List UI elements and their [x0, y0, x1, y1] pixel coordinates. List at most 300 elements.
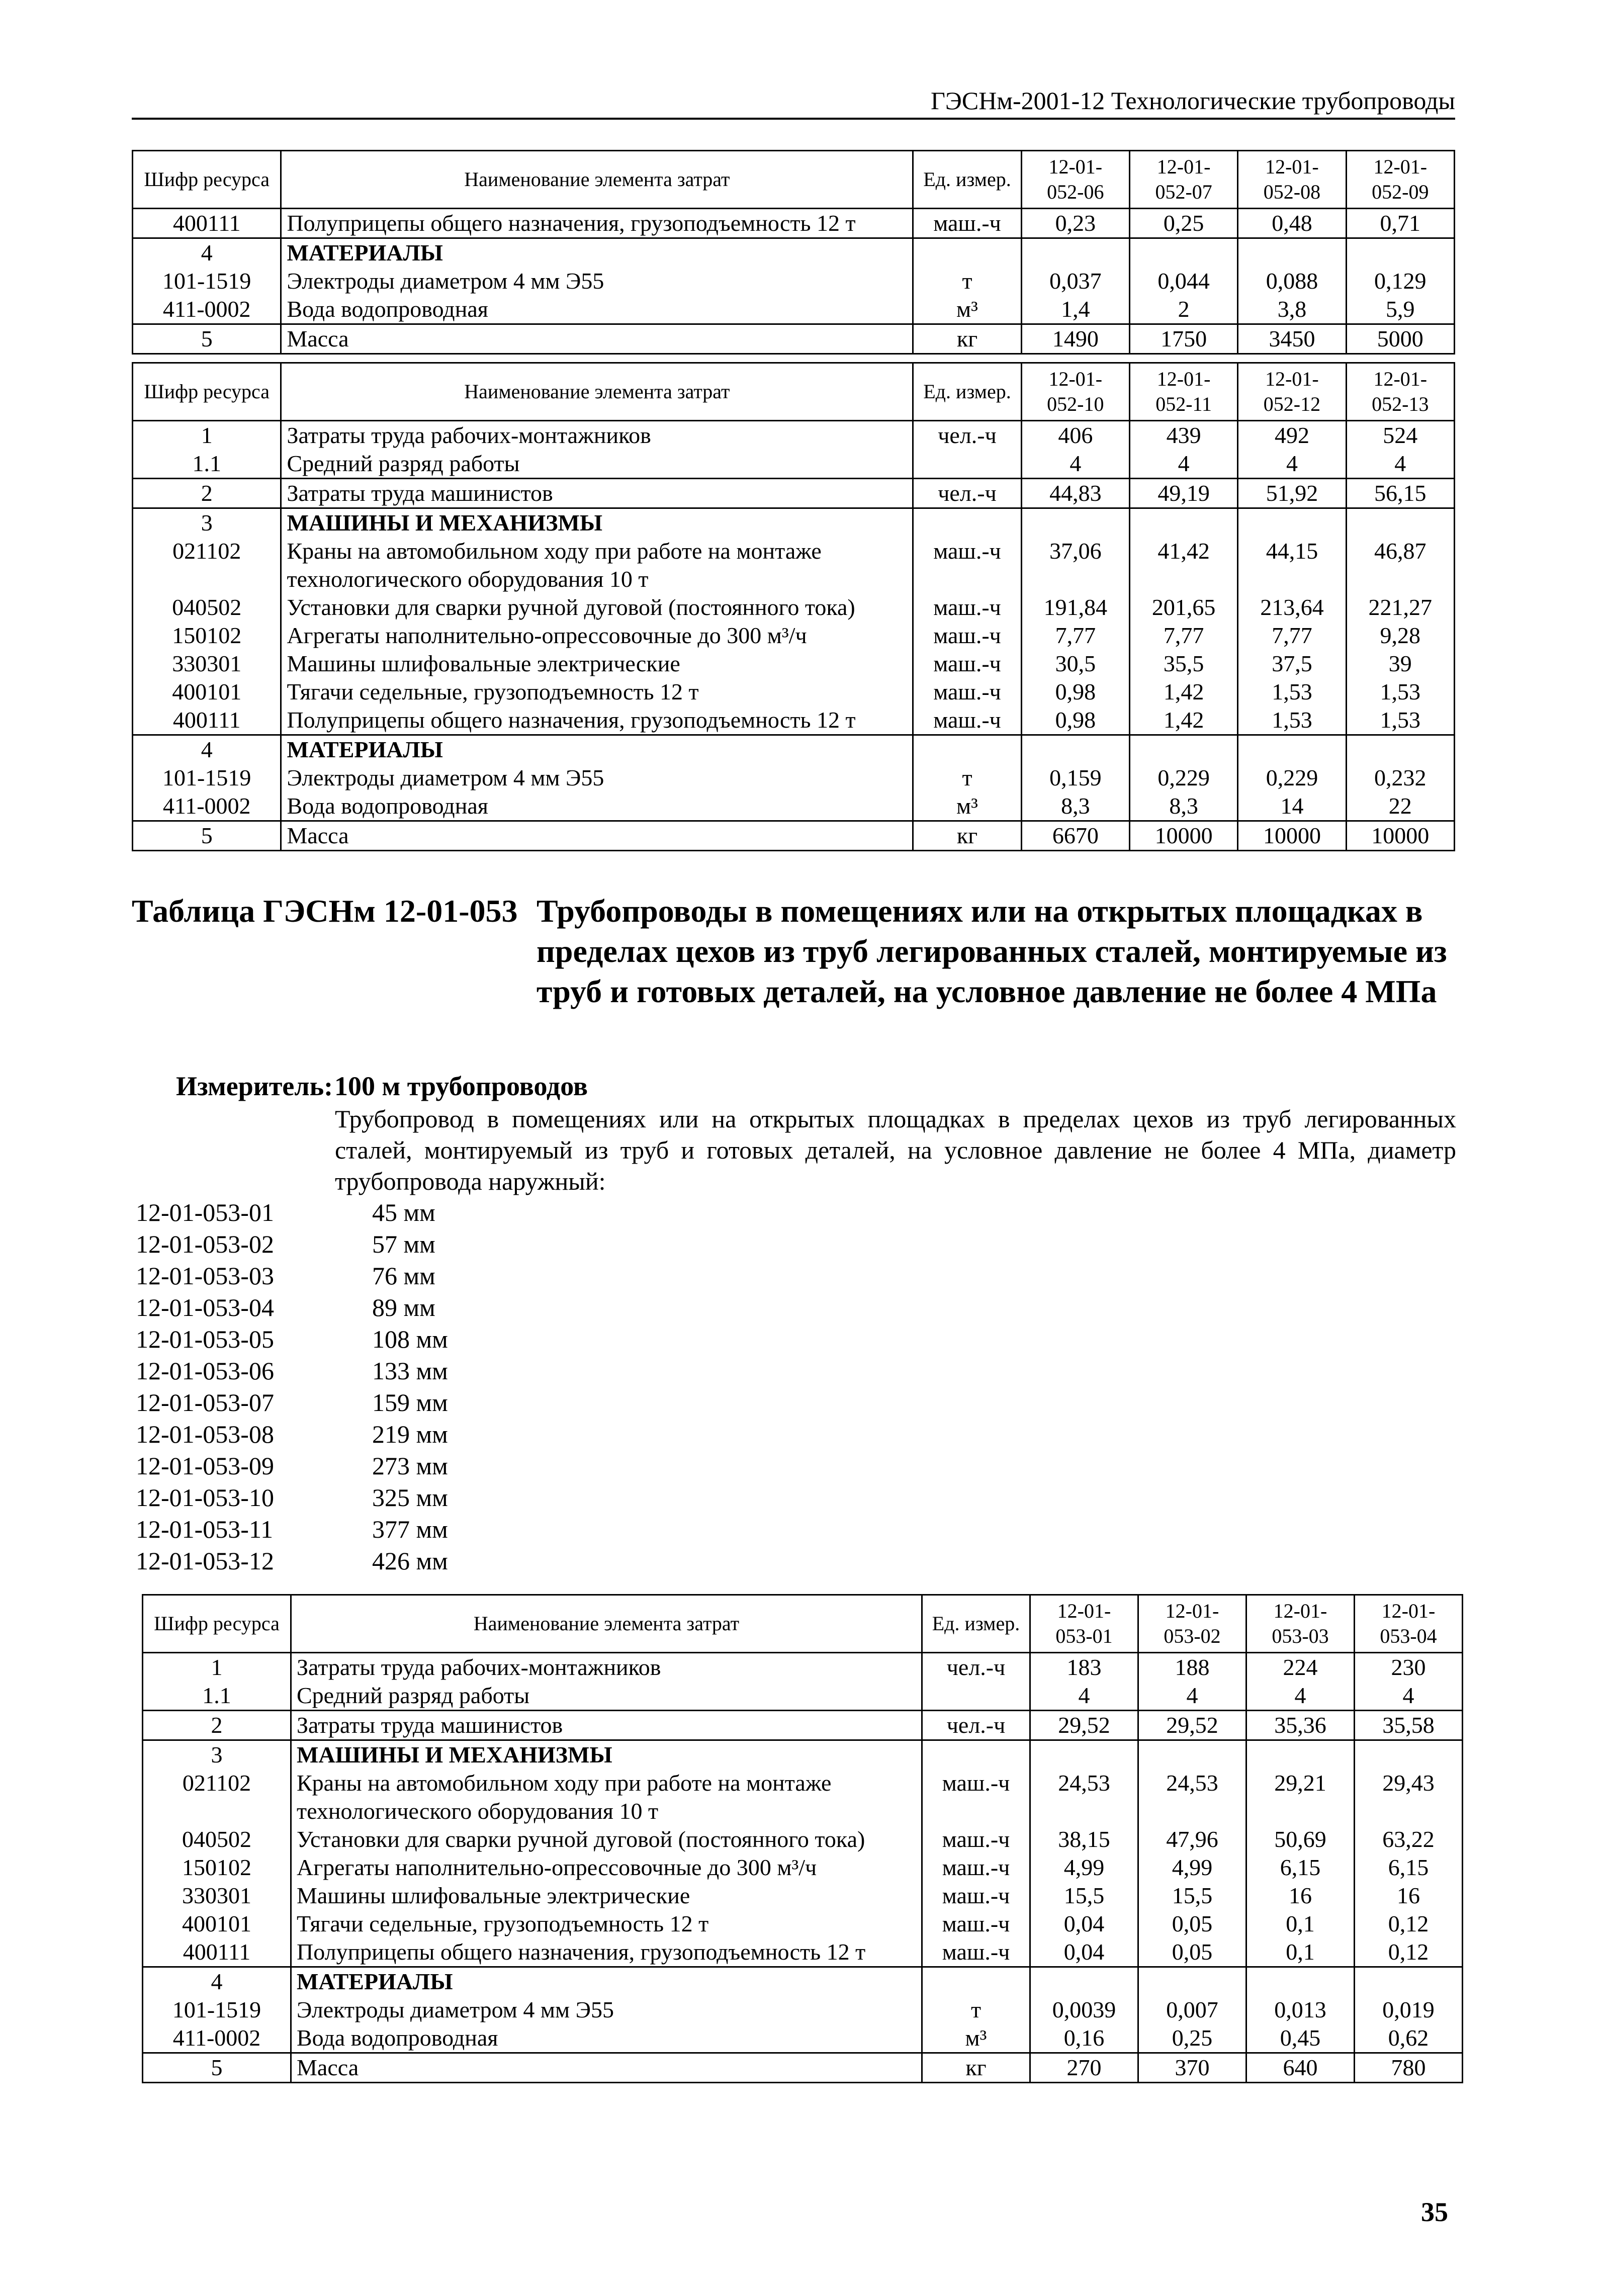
- norm-value: 0,62: [1355, 2024, 1463, 2053]
- table-row: [143, 1653, 1463, 1682]
- table-row: [133, 450, 1455, 479]
- norm-value: [1246, 1967, 1355, 1996]
- resource-unit: [922, 1740, 1030, 1770]
- resource-code: 411-0002: [133, 792, 281, 821]
- resource-unit: маш.-ч: [922, 1853, 1030, 1882]
- norm-value: 6,15: [1355, 1853, 1463, 1882]
- resource-table-052-06-09: [132, 150, 1455, 355]
- resource-code: 1.1: [143, 1682, 291, 1711]
- diameter-list-item: [136, 1292, 448, 1323]
- resource-name: Машины шлифовальные электрические: [281, 650, 913, 678]
- resource-code: 400101: [133, 678, 281, 706]
- norm-value: 5,9: [1346, 295, 1454, 324]
- resource-unit: чел.-ч: [913, 479, 1021, 508]
- table-row: [133, 821, 1455, 851]
- norm-value: 46,87: [1346, 537, 1454, 593]
- table-row: [143, 1825, 1463, 1853]
- resource-code: 411-0002: [133, 295, 281, 324]
- resource-unit: маш.-ч: [922, 1769, 1030, 1825]
- resource-name: Затраты труда машинистов: [291, 1711, 922, 1740]
- resource-name: Затраты труда рабочих-монтажников: [281, 421, 913, 450]
- resource-name: Агрегаты наполнительно-опрессовочные до 300 м³/ч: [281, 622, 913, 650]
- resource-code: 400101: [143, 1910, 291, 1938]
- resource-name: Полуприцепы общего назначения, грузоподъемность 12 т: [291, 1938, 922, 1967]
- resource-unit: маш.-ч: [913, 593, 1021, 622]
- norm-value: 439: [1129, 421, 1237, 450]
- resource-name: Тягачи седельные, грузоподъемность 12 т: [291, 1910, 922, 1938]
- table-row: [143, 1853, 1463, 1882]
- resource-unit: чел.-ч: [922, 1711, 1030, 1740]
- header-name: Наименование элемента затрат: [291, 1595, 922, 1653]
- header-norm-code: 12-01- 052-08: [1238, 151, 1346, 209]
- resource-unit: [913, 508, 1021, 538]
- norm-value: 6,15: [1246, 1853, 1355, 1882]
- norm-value: 640: [1246, 2053, 1355, 2083]
- diameter-list-item: [136, 1450, 448, 1482]
- resource-unit: [913, 450, 1021, 479]
- norm-value: 4,99: [1030, 1853, 1138, 1882]
- norm-value: 0,037: [1021, 267, 1129, 295]
- norm-value: 8,3: [1129, 792, 1237, 821]
- header-norm-code: 12-01- 052-07: [1129, 151, 1237, 209]
- header-norm-code: 12-01- 052-06: [1021, 151, 1129, 209]
- table-row: [133, 479, 1455, 508]
- resource-code: 040502: [133, 593, 281, 622]
- norm-value: [1346, 508, 1454, 538]
- diameter-value: 377 мм: [372, 1515, 448, 1543]
- resource-name: Средний разряд работы: [291, 1682, 922, 1711]
- measurement-value: 100 м трубопроводов: [334, 1071, 588, 1101]
- resource-code: 040502: [143, 1825, 291, 1853]
- resource-name: Масса: [291, 2053, 922, 2083]
- resource-name: Электроды диаметром 4 мм Э55: [281, 764, 913, 792]
- resource-name: Затраты труда машинистов: [281, 479, 913, 508]
- resource-code: 5: [133, 821, 281, 851]
- resource-code: 101-1519: [133, 267, 281, 295]
- resource-name: Полуприцепы общего назначения, грузоподъемность 12 т: [281, 209, 913, 238]
- resource-unit: м³: [922, 2024, 1030, 2053]
- resource-code: 5: [133, 324, 281, 354]
- norm-value: 39: [1346, 650, 1454, 678]
- table-row: [133, 593, 1455, 622]
- norm-value: [1129, 238, 1237, 268]
- norm-value: 0,25: [1138, 2024, 1246, 2053]
- work-description: Трубопровод в помещениях или на открытых площадках в пределах цехов из труб легированных сталей, монтируемый из труб и готовых деталей, на условное давление не более 4 МПа, диаметр трубопровода наружный:: [335, 1105, 1456, 1195]
- norm-value: 7,77: [1021, 622, 1129, 650]
- table-row: [143, 1740, 1463, 1770]
- resource-code: 400111: [143, 1938, 291, 1967]
- norm-value: 780: [1355, 2053, 1463, 2083]
- norm-value: 0,129: [1346, 267, 1454, 295]
- norm-value: [1138, 1967, 1246, 1996]
- diameter-value: 219 мм: [372, 1420, 448, 1448]
- norm-value: 0,98: [1021, 706, 1129, 735]
- table-row: [143, 1910, 1463, 1938]
- norm-code: 12-01-053-09: [136, 1452, 274, 1480]
- diameter-list-item: [136, 1419, 448, 1450]
- table-row: [143, 1967, 1463, 1996]
- resource-name: Машины шлифовальные электрические: [291, 1882, 922, 1910]
- resource-unit: [922, 1967, 1030, 1996]
- resource-name: МАТЕРИАЛЫ: [291, 1967, 922, 1996]
- norm-value: [1238, 508, 1346, 538]
- resource-code: 400111: [133, 706, 281, 735]
- norm-value: 0,1: [1246, 1938, 1355, 1967]
- norm-value: 0,45: [1246, 2024, 1355, 2053]
- header-unit: Ед. измер.: [922, 1595, 1030, 1653]
- norm-value: 0,0039: [1030, 1996, 1138, 2024]
- norm-value: 56,15: [1346, 479, 1454, 508]
- norm-value: [1238, 238, 1346, 268]
- norm-value: 0,044: [1129, 267, 1237, 295]
- norm-value: 29,43: [1355, 1769, 1463, 1825]
- diameter-list-item: [136, 1545, 448, 1577]
- header-code: Шифр ресурса: [133, 151, 281, 209]
- norm-value: [1021, 238, 1129, 268]
- norm-value: 10000: [1129, 821, 1237, 851]
- resource-unit: т: [913, 764, 1021, 792]
- diameter-list-item: [136, 1482, 448, 1514]
- table-row: [133, 792, 1455, 821]
- norm-value: 0,12: [1355, 1938, 1463, 1967]
- norm-value: 221,27: [1346, 593, 1454, 622]
- resource-unit: т: [913, 267, 1021, 295]
- resource-unit: маш.-ч: [913, 622, 1021, 650]
- diameter-list-item: [136, 1197, 448, 1228]
- resource-name: Установки для сварки ручной дуговой (постоянного тока): [291, 1825, 922, 1853]
- norm-value: 406: [1021, 421, 1129, 450]
- norm-value: 4: [1129, 450, 1237, 479]
- table-row: [133, 735, 1455, 764]
- norm-value: 1750: [1129, 324, 1237, 354]
- norm-value: 37,06: [1021, 537, 1129, 593]
- resource-unit: маш.-ч: [913, 537, 1021, 593]
- table-row: [143, 1938, 1463, 1967]
- resource-name: Средний разряд работы: [281, 450, 913, 479]
- norm-value: 47,96: [1138, 1825, 1246, 1853]
- norm-value: 35,36: [1246, 1711, 1355, 1740]
- norm-value: 1490: [1021, 324, 1129, 354]
- resource-name: Краны на автомобильном ходу при работе на монтаже технологического оборудования 10 т: [291, 1769, 922, 1825]
- norm-value: 0,98: [1021, 678, 1129, 706]
- norm-value: 201,65: [1129, 593, 1237, 622]
- resource-code: 4: [133, 238, 281, 268]
- norm-value: 0,229: [1238, 764, 1346, 792]
- header-unit: Ед. измер.: [913, 151, 1021, 209]
- table-title: [132, 891, 1455, 1012]
- norm-value: [1129, 735, 1237, 764]
- norm-value: 4: [1138, 1682, 1246, 1711]
- norm-value: 63,22: [1355, 1825, 1463, 1853]
- diameter-list-item: [136, 1355, 448, 1387]
- norm-value: 1,53: [1346, 678, 1454, 706]
- resource-unit: чел.-ч: [922, 1653, 1030, 1682]
- resource-unit: чел.-ч: [913, 421, 1021, 450]
- header-unit: Ед. измер.: [913, 363, 1021, 421]
- norm-value: [1030, 1740, 1138, 1770]
- norm-code: 12-01-053-01: [136, 1198, 274, 1226]
- resource-unit: маш.-ч: [922, 1938, 1030, 1967]
- norm-value: 0,229: [1129, 764, 1237, 792]
- norm-code: 12-01-053-08: [136, 1420, 274, 1448]
- norm-value: [1129, 508, 1237, 538]
- norm-value: 0,12: [1355, 1910, 1463, 1938]
- norm-value: 44,15: [1238, 537, 1346, 593]
- norm-value: 24,53: [1030, 1769, 1138, 1825]
- table-header-row: [143, 1595, 1463, 1653]
- resource-unit: [922, 1682, 1030, 1711]
- diameter-value: 133 мм: [372, 1357, 448, 1385]
- resource-unit: м³: [913, 295, 1021, 324]
- resource-unit: [913, 238, 1021, 268]
- diameter-value: 273 мм: [372, 1452, 448, 1480]
- table-row: [143, 1996, 1463, 2024]
- table-row: [133, 706, 1455, 735]
- norm-value: 224: [1246, 1653, 1355, 1682]
- norm-value: 29,52: [1030, 1711, 1138, 1740]
- resource-code: 330301: [133, 650, 281, 678]
- resource-code: 2: [143, 1711, 291, 1740]
- page-number: 35: [1421, 2197, 1448, 2227]
- resource-code: 3: [133, 508, 281, 538]
- header-norm-code: 12-01- 053-01: [1030, 1595, 1138, 1653]
- table-row: [143, 1711, 1463, 1740]
- diameter-list: [136, 1197, 448, 1577]
- norm-value: 0,1: [1246, 1910, 1355, 1938]
- resource-unit: маш.-ч: [922, 1825, 1030, 1853]
- norm-value: 2: [1129, 295, 1237, 324]
- norm-value: 41,42: [1129, 537, 1237, 593]
- norm-value: 4: [1346, 450, 1454, 479]
- norm-value: 0,007: [1138, 1996, 1246, 2024]
- table-title-number: Таблица ГЭСНм 12-01-053: [132, 893, 518, 929]
- table-header-row: [133, 151, 1455, 209]
- header-name: Наименование элемента затрат: [281, 363, 913, 421]
- norm-value: 1,4: [1021, 295, 1129, 324]
- table-row: [133, 295, 1455, 324]
- resource-name: Вода водопроводная: [281, 295, 913, 324]
- resource-name: МАШИНЫ И МЕХАНИЗМЫ: [281, 508, 913, 538]
- resource-table-053-01-04: [142, 1594, 1463, 2083]
- norm-value: 16: [1355, 1882, 1463, 1910]
- norm-value: 0,232: [1346, 764, 1454, 792]
- norm-value: 4,99: [1138, 1853, 1246, 1882]
- diameter-value: 57 мм: [372, 1230, 435, 1258]
- diameter-value: 45 мм: [372, 1198, 435, 1226]
- norm-code: 12-01-053-02: [136, 1230, 274, 1258]
- table-row: [133, 324, 1455, 354]
- diameter-value: 89 мм: [372, 1293, 435, 1321]
- resource-code: 101-1519: [143, 1996, 291, 2024]
- diameter-value: 108 мм: [372, 1325, 448, 1353]
- diameter-list-item: [136, 1323, 448, 1355]
- norm-value: 1,42: [1129, 706, 1237, 735]
- norm-code: 12-01-053-05: [136, 1325, 274, 1353]
- norm-code: 12-01-053-11: [136, 1515, 274, 1543]
- resource-code: 4: [133, 735, 281, 764]
- norm-value: 10000: [1238, 821, 1346, 851]
- resource-name: Масса: [281, 821, 913, 851]
- resource-unit: маш.-ч: [913, 678, 1021, 706]
- resource-name: Установки для сварки ручной дуговой (постоянного тока): [281, 593, 913, 622]
- norm-value: 0,23: [1021, 209, 1129, 238]
- norm-code: 12-01-053-06: [136, 1357, 274, 1385]
- table-row: [133, 238, 1455, 268]
- norm-value: 0,05: [1138, 1910, 1246, 1938]
- resource-unit: кг: [922, 2053, 1030, 2083]
- header-norm-code: 12-01- 053-03: [1246, 1595, 1355, 1653]
- norm-code: 12-01-053-04: [136, 1293, 274, 1321]
- diameter-list-item: [136, 1387, 448, 1419]
- norm-value: [1021, 508, 1129, 538]
- norm-value: 1,53: [1238, 706, 1346, 735]
- resource-code: 2: [133, 479, 281, 508]
- measurement-unit: [176, 1070, 588, 1102]
- resource-code: 150102: [133, 622, 281, 650]
- table-row: [133, 537, 1455, 593]
- resource-name: Тягачи седельные, грузоподъемность 12 т: [281, 678, 913, 706]
- norm-value: 213,64: [1238, 593, 1346, 622]
- resource-unit: кг: [913, 821, 1021, 851]
- resource-name: МАТЕРИАЛЫ: [281, 735, 913, 764]
- norm-value: 16: [1246, 1882, 1355, 1910]
- norm-value: 0,16: [1030, 2024, 1138, 2053]
- norm-value: [1355, 1740, 1463, 1770]
- running-header: [132, 86, 1455, 120]
- diameter-list-item: [136, 1228, 448, 1260]
- resource-unit: маш.-ч: [922, 1882, 1030, 1910]
- resource-code: 1: [143, 1653, 291, 1682]
- resource-name: Вода водопроводная: [291, 2024, 922, 2053]
- norm-code: 12-01-053-10: [136, 1483, 274, 1512]
- norm-value: 191,84: [1021, 593, 1129, 622]
- norm-value: 0,013: [1246, 1996, 1355, 2024]
- measurement-label: Измеритель:: [176, 1071, 333, 1101]
- norm-value: 0,71: [1346, 209, 1454, 238]
- norm-value: 5000: [1346, 324, 1454, 354]
- resource-unit: м³: [913, 792, 1021, 821]
- norm-value: 230: [1355, 1653, 1463, 1682]
- table-row: [133, 650, 1455, 678]
- norm-value: 3450: [1238, 324, 1346, 354]
- table-row: [133, 421, 1455, 450]
- resource-code: 1: [133, 421, 281, 450]
- resource-unit: маш.-ч: [913, 706, 1021, 735]
- resource-unit: маш.-ч: [922, 1910, 1030, 1938]
- diameter-value: 76 мм: [372, 1262, 435, 1290]
- norm-value: 50,69: [1246, 1825, 1355, 1853]
- norm-value: [1355, 1967, 1463, 1996]
- norm-value: 0,25: [1129, 209, 1237, 238]
- resource-name: Затраты труда рабочих-монтажников: [291, 1653, 922, 1682]
- norm-value: 4: [1355, 1682, 1463, 1711]
- resource-table-052-10-13: [132, 362, 1455, 851]
- table-row: [133, 267, 1455, 295]
- norm-value: 22: [1346, 792, 1454, 821]
- norm-value: 38,15: [1030, 1825, 1138, 1853]
- norm-value: [1246, 1740, 1355, 1770]
- resource-code: 021102: [143, 1769, 291, 1825]
- norm-value: 9,28: [1346, 622, 1454, 650]
- table-row: [133, 209, 1455, 238]
- table-row: [133, 622, 1455, 650]
- norm-value: 35,5: [1129, 650, 1237, 678]
- resource-name: Электроды диаметром 4 мм Э55: [291, 1996, 922, 2024]
- norm-value: 24,53: [1138, 1769, 1246, 1825]
- norm-value: 370: [1138, 2053, 1246, 2083]
- table-row: [133, 508, 1455, 538]
- header-name: Наименование элемента затрат: [281, 151, 913, 209]
- header-norm-code: 12-01- 052-11: [1129, 363, 1237, 421]
- resource-code: 5: [143, 2053, 291, 2083]
- norm-value: 49,19: [1129, 479, 1237, 508]
- norm-value: 270: [1030, 2053, 1138, 2083]
- header-norm-code: 12-01- 053-02: [1138, 1595, 1246, 1653]
- table-row: [143, 1882, 1463, 1910]
- table-title-text: Трубопроводы в помещениях или на открытых площадках в пределах цехов из труб легированных сталей, монтируемые из труб и готовых деталей, на условное давление не более 4 МПа: [537, 893, 1447, 1009]
- diameter-value: 159 мм: [372, 1388, 448, 1417]
- norm-value: 0,088: [1238, 267, 1346, 295]
- norm-value: 15,5: [1138, 1882, 1246, 1910]
- resource-name: Агрегаты наполнительно-опрессовочные до 300 м³/ч: [291, 1853, 922, 1882]
- header-code: Шифр ресурса: [143, 1595, 291, 1653]
- norm-value: 0,159: [1021, 764, 1129, 792]
- resource-name: МАТЕРИАЛЫ: [281, 238, 913, 268]
- resource-code: 4: [143, 1967, 291, 1996]
- norm-value: 10000: [1346, 821, 1454, 851]
- norm-value: 188: [1138, 1653, 1246, 1682]
- norm-value: 15,5: [1030, 1882, 1138, 1910]
- norm-value: 51,92: [1238, 479, 1346, 508]
- norm-value: 14: [1238, 792, 1346, 821]
- table-row: [143, 1682, 1463, 1711]
- diameter-value: 426 мм: [372, 1547, 448, 1575]
- resource-name: Полуприцепы общего назначения, грузоподъемность 12 т: [281, 706, 913, 735]
- resource-name: Масса: [281, 324, 913, 354]
- table-row: [143, 2024, 1463, 2053]
- diameter-list-item: [136, 1260, 448, 1292]
- table-row: [133, 764, 1455, 792]
- norm-value: 492: [1238, 421, 1346, 450]
- norm-value: [1030, 1967, 1138, 1996]
- norm-value: 7,77: [1238, 622, 1346, 650]
- table-row: [143, 2053, 1463, 2083]
- norm-code: 12-01-053-12: [136, 1547, 274, 1575]
- norm-value: 0,04: [1030, 1938, 1138, 1967]
- resource-code: 400111: [133, 209, 281, 238]
- header-norm-code: 12-01- 052-13: [1346, 363, 1454, 421]
- header-title: ГЭСНм-2001-12 Технологические трубопроводы: [930, 86, 1455, 115]
- diameter-list-item: [136, 1514, 448, 1545]
- norm-value: 4: [1021, 450, 1129, 479]
- norm-value: 29,21: [1246, 1769, 1355, 1825]
- norm-code: 12-01-053-03: [136, 1262, 274, 1290]
- norm-value: 30,5: [1021, 650, 1129, 678]
- norm-value: [1346, 735, 1454, 764]
- norm-value: 524: [1346, 421, 1454, 450]
- norm-value: 1,53: [1346, 706, 1454, 735]
- norm-value: 183: [1030, 1653, 1138, 1682]
- norm-value: [1346, 238, 1454, 268]
- resource-name: Краны на автомобильном ходу при работе на монтаже технологического оборудования 10 т: [281, 537, 913, 593]
- norm-value: 44,83: [1021, 479, 1129, 508]
- norm-value: 37,5: [1238, 650, 1346, 678]
- norm-value: 1,42: [1129, 678, 1237, 706]
- norm-value: 0,019: [1355, 1996, 1463, 2024]
- diameter-value: 325 мм: [372, 1483, 448, 1512]
- resource-code: 150102: [143, 1853, 291, 1882]
- norm-value: 7,77: [1129, 622, 1237, 650]
